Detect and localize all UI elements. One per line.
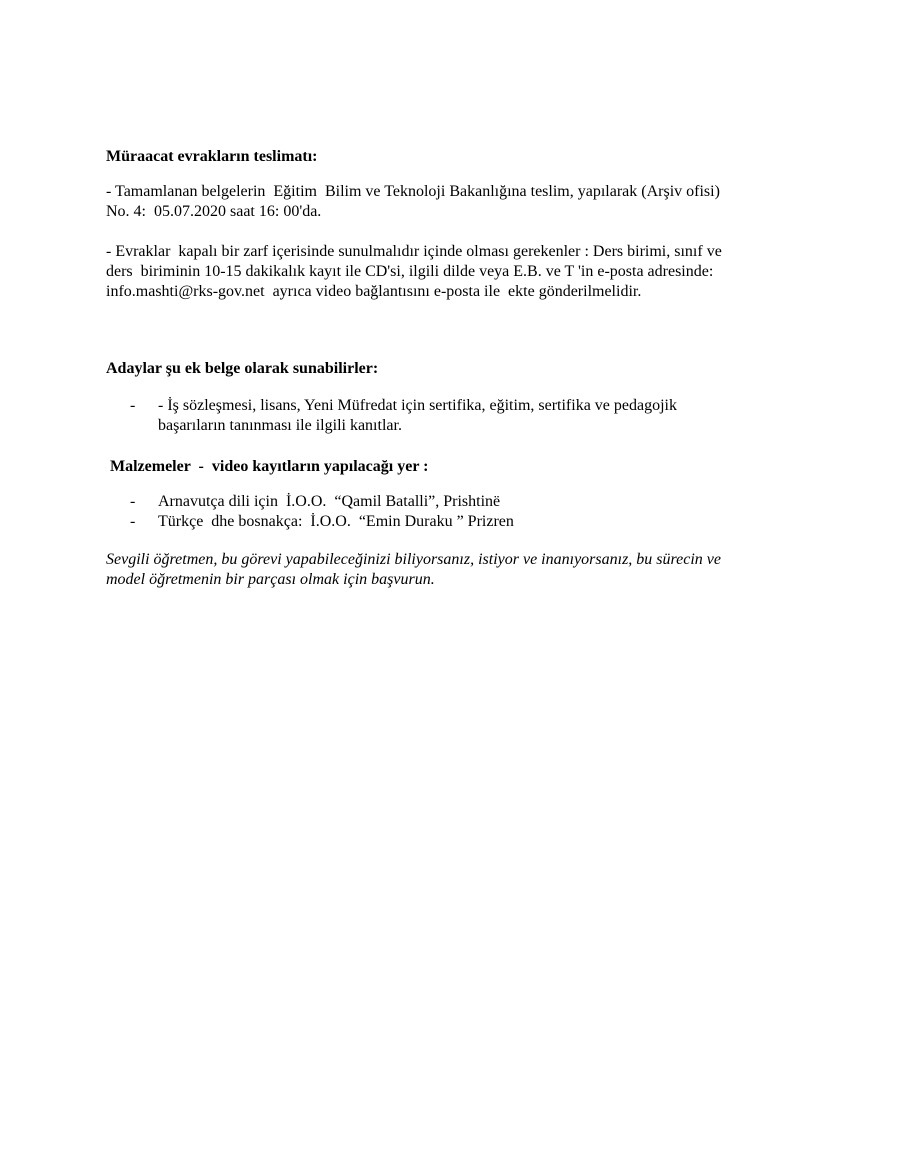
list-item-line: - İş sözleşmesi, lisans, Yeni Müfredat için sertifika, eğitim, sertifika ve pedagojik [158,397,677,414]
list-dash: - [130,513,136,530]
paragraph-line: Sevgili öğretmen, bu görevi yapabileceğinizi biliyorsanız, istiyor ve inanıyorsanız, bu sürecin ve [106,551,721,568]
paragraph-line: info.mashti@rks-gov.net ayrıca video bağlantısını e-posta ile ekte gönderilmelidir. [106,283,642,300]
list-dash: - [130,397,136,414]
paragraph-line: No. 4: 05.07.2020 saat 16: 00'da. [106,203,322,220]
section-heading-materials [106,457,796,477]
candidates-documents-list [106,396,796,436]
paragraph-line: model öğretmenin bir parçası olmak için başvurun. [106,571,435,588]
list-item [106,492,796,512]
list-item [106,512,796,532]
recording-locations-list [106,492,796,532]
list-item-text: Arnavutça dili için İ.O.O. “Qamil Batalli”, Prishtinë [158,493,501,510]
list-item [106,396,796,436]
paragraph-line: - Evraklar kapalı bir zarf içerisinde sunulmalıdır içinde olması gerekenler : Ders birimi, sınıf ve [106,243,722,260]
closing-paragraph [106,550,796,590]
list-item-line: başarıların tanınması ile ilgili kanıtlar. [158,417,402,434]
section-heading-delivery: Müraacat evrakların teslimatı: [106,148,318,165]
delivery-paragraph [106,182,796,222]
section-heading-candidates: Adaylar şu ek belge olarak sunabilirler: [106,360,379,377]
paragraph-line: - Tamamlanan belgelerin Eğitim Bilim ve Teknoloji Bakanlığına teslim, yapılarak (Arşiv ofisi) [106,183,720,200]
list-dash: - [130,493,136,510]
list-item-text: Türkçe dhe bosnakça: İ.O.O. “Emin Duraku ” Prizren [158,513,514,530]
paragraph-line: ders biriminin 10-15 dakikalık kayıt ile CD'si, ilgili dilde veya E.B. ve T 'in e-posta adresinde: [106,263,714,280]
documents-paragraph [106,242,796,302]
heading-text: Malzemeler - video kayıtların yapılacağı yer : [106,458,429,475]
